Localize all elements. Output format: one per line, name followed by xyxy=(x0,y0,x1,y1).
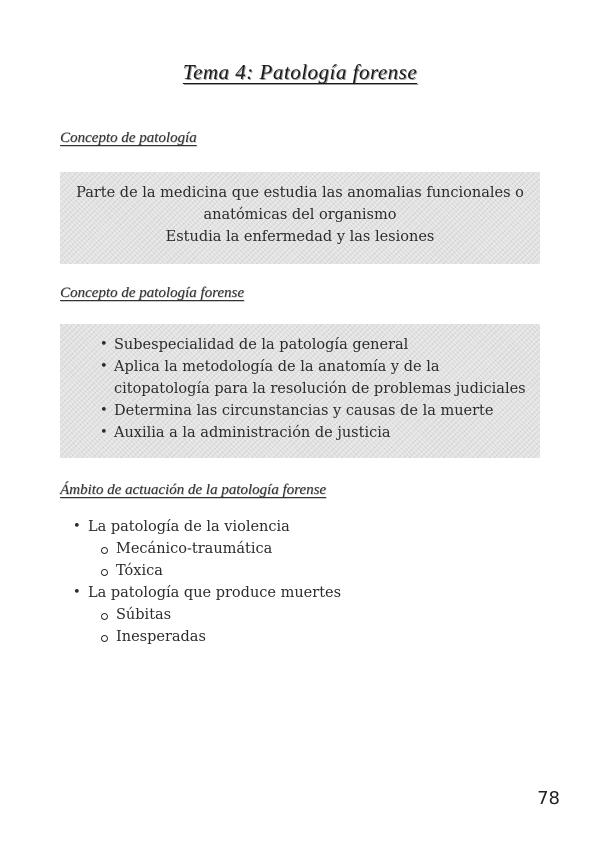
definition-line: Estudia la enfermedad y las lesiones xyxy=(165,229,435,245)
sub-list xyxy=(88,538,540,582)
pathology-definition-box xyxy=(60,172,540,264)
list-item: Tóxica xyxy=(88,560,540,582)
list-item: • Subespecialidad de la patología general xyxy=(74,334,526,356)
list-item: Súbitas xyxy=(88,604,540,626)
definition-line: anatómicas del organismo xyxy=(203,207,397,223)
section-heading-forensic-pathology-concept: Concepto de patología forense xyxy=(60,285,244,301)
page-title: Tema 4: Patología forense xyxy=(182,60,418,84)
forensic-pathology-definition-box xyxy=(60,324,540,458)
forensic-definition-list xyxy=(74,334,526,444)
section-heading-scope: Ámbito de actuación de la patología forense xyxy=(60,482,327,498)
scope-list xyxy=(60,516,540,648)
page-number: 78 xyxy=(537,788,560,809)
list-item: • Aplica la metodología de la anatomía y de la citopatología para la resolución de problemas judiciales xyxy=(74,356,526,400)
list-item: • Auxilia a la administración de justicia xyxy=(74,422,526,444)
list-item: • La patología de la violencia Mecánico-traumática Tóxica xyxy=(60,516,540,582)
sub-list xyxy=(88,604,540,648)
definition-line: Parte de la medicina que estudia las anomalias funcionales o xyxy=(76,185,524,201)
list-item: Mecánico-traumática xyxy=(88,538,540,560)
list-item: Inesperadas xyxy=(88,626,540,648)
section-heading-pathology-concept: Concepto de patología xyxy=(60,130,197,146)
list-item: • La patología que produce muertes Súbitas Inesperadas xyxy=(60,582,540,648)
list-item: • Determina las circunstancias y causas de la muerte xyxy=(74,400,526,422)
